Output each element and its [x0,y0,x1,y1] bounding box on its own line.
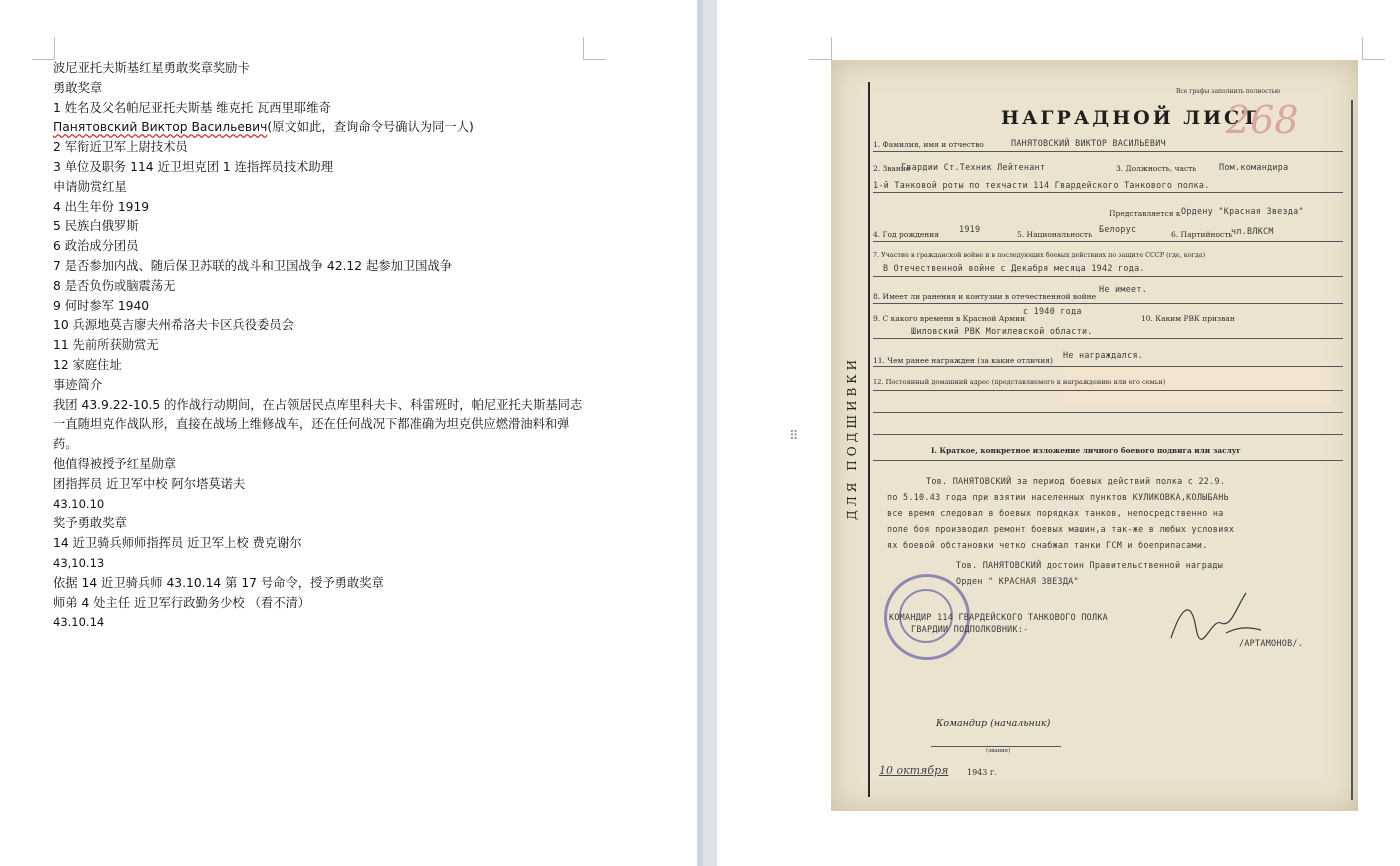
text-line: 43,10.13 [53,555,105,570]
text-line: 申请勋赏红星 [53,179,127,194]
text-line: 1 姓名及父名帕尼亚托夫斯基 维克托 瓦西里耶维奇 [53,100,331,115]
rule [873,460,1343,461]
text-line: 事迹简介 [53,377,103,392]
margin-corner-top-left [32,37,55,60]
margin-line [868,82,870,797]
text-line: 14 近卫骑兵师师指挥员 近卫军上校 费克谢尔 [53,536,302,551]
translation-text[interactable] [53,59,593,633]
scanned-award-sheet-image[interactable] [831,60,1358,811]
text-line: 43.10.10 [53,496,105,511]
narrative-line: Тов. ПАНЯТОВСКИЙ достоин Правительственной награды [956,560,1224,570]
row-label: 3. Должность, часть [1116,164,1197,173]
rule [873,434,1343,435]
row-label: 4. Год рождения [873,230,940,239]
commander-line: ГВАРДИИ ПОДПОЛКОВНИК:- [911,624,1029,634]
rule [873,303,1343,304]
row-label: 11. Чем ранее награжден (за какие отличия) [873,356,1053,365]
narrative-line: поле боя производил ремонт боевых машин,а так-же в любых условиях [887,524,1235,534]
side-text: ДЛЯ ПОДШИВКИ [845,355,859,520]
sub-label: (звание) [986,748,1011,754]
row-value: Шиловский РВК Могилевской области. [911,326,1093,336]
text-line: 3 单位及职务 114 近卫坦克团 1 连指挥员技术助理 [53,159,334,174]
text-line: 依据 14 近卫骑兵师 43.10.14 第 17 号命令，授予勇敢奖章 [53,575,384,590]
row-label: 1. Фамилия, имя и отчество [873,140,984,149]
margin-corner-top-left [809,37,832,60]
row-value: 1919 [959,224,981,234]
rule [931,746,1061,747]
row-value: чл.ВЛКСМ [1231,226,1274,236]
text-line: 5 民族白俄罗斯 [53,219,139,234]
handwritten-date: 10 октября [879,764,949,777]
text-line: 他值得被授予红星勋章 [53,456,176,471]
top-note: Все графы заполнить полностью [1176,88,1281,95]
section-title: I. Краткое, конкретное изложение личного боевого подвига или заслуг [931,446,1241,455]
text-line: 勇敢奖章 [53,80,103,95]
text-line-note: (原文如此，查询命令号确认为同一人) [267,120,474,135]
text-line: 43.10.14 [53,615,105,630]
text-line: 2 军衔近卫军上尉技术员 [53,140,188,155]
text-line-russian-name [53,118,593,138]
narrative-line: все время следовал в боевых порядках танков, непосредственно на [887,508,1224,518]
row-value: с 1940 года [1023,306,1082,316]
rule [873,276,1343,277]
row-value: Белорус [1099,224,1137,234]
date-year: 1943 г. [967,768,997,777]
text-line: 团指挥员 近卫军中校 阿尔塔莫诺夫 [53,476,246,491]
text-line: 4 出生年份 1919 [53,199,150,214]
margin-corner-top-right [583,37,606,60]
margin-corner-top-right [1362,37,1385,60]
row-label: 12. Постоянный домашний адрес (представляемого к награждению или его семьи) [873,378,1166,386]
rule [873,241,1343,242]
text-line: 10 兵源地莫吉廖夫州希洛夫卡区兵役委员会 [53,318,294,333]
text-paragraph: 我团 43.9.22-10.5 的作战行动期间，在占领居民点库里科夫卡、科雷班时，帕尼亚托夫斯基同志一直随坦克作战队形，直接在战场上维修战车，还在任何战况下都准确为坦克供应燃滑油料和弹药。 [53,397,583,452]
row-value: ПАНЯТОВСКИЙ ВИКТОР ВАСИЛЬЕВИЧ [1011,138,1166,148]
rule [873,412,1343,413]
row-value: Гвардии Ст.Техник Лейтенант [901,162,1046,172]
row-value: Ордену "Красная Звезда" [1181,206,1304,216]
commander-name: /АРТАМОНОВ/. [1239,638,1304,648]
text-line: 7 是否参加内战、随后保卫苏联的战斗和卫国战争 42.12 起参加卫国战争 [53,258,453,273]
row-value: 1-й Танковой роты по техчасти 114 Гвардейского Танкового полка. [873,180,1210,190]
row-label: 7. Участие в гражданской войне и в последующих боевых действиях по защите СССР (где, когда) [873,251,1206,259]
handwritten-number: 268 [1226,98,1299,142]
text-line: 11 先前所获勋赏无 [53,338,159,353]
row-label: 2. Звание [873,164,911,173]
commander-label: Командир (начальник) [936,718,1051,729]
narrative-line: Тов. ПАНЯТОВСКИЙ за период боевых действий полка с 22.9. [926,476,1226,486]
row-label: 8. Имеет ли ранения и контузии в отечественной войне [873,292,1097,301]
text-line: 奖予勇敢奖章 [53,516,127,531]
text-line: 师弟 4 处主任 近卫军行政勤务少校 （看不清） [53,595,311,610]
row-label: 6. Партийность [1171,230,1233,239]
drag-handle-icon[interactable]: ⠿ [789,429,798,444]
text-line: 9 何时参军 1940 [53,298,150,313]
row-label: 9. С какого времени в Красной Армии [873,314,1026,323]
russian-name: Панятовский Виктор Васильевич [53,120,268,135]
document-title: НАГРАДНОЙ ЛИСТ [1001,107,1260,129]
rule [873,390,1343,391]
left-document-page [0,0,697,866]
gutter-shade [697,0,703,866]
row-value: В Отечественной войне с Декабря месяца 1942 года. [883,263,1145,273]
row-value: Не имеет. [1099,284,1148,294]
commander-line: КОМАНДИР 114 ГВАРДЕЙСКОГО ТАНКОВОГО ПОЛКА [889,612,1109,622]
page-gutter [697,0,717,866]
text-line: 波尼亚托夫斯基红星勇敢奖章奖励卡 [53,61,250,75]
rule [873,366,1343,367]
row-value: Пом.командира [1219,162,1289,172]
narrative-line: ях боевой обстановки четко снабжал танки ГСМ и боеприпасами. [887,540,1208,550]
row-label: Представляется к [1109,209,1181,218]
narrative-line: по 5.10.43 года при взятии населенных пунктов КУЛИКОВКА,КОЛЫБАНЬ [887,492,1229,502]
text-line: 6 政治成分团员 [53,239,139,254]
narrative-line: Орден " КРАСНАЯ ЗВЕЗДА" [956,576,1079,586]
rule [873,192,1343,193]
row-value: Не награждался. [1063,350,1144,360]
rule [873,151,1343,152]
row-label: 10. Каким РВК призван [1141,314,1235,323]
row-label: 5. Национальность [1017,230,1093,239]
edge-line [1351,100,1353,800]
text-line: 12 家庭住址 [53,357,122,372]
text-line: 8 是否负伤或脑震荡无 [53,278,176,293]
rule [873,338,1343,339]
